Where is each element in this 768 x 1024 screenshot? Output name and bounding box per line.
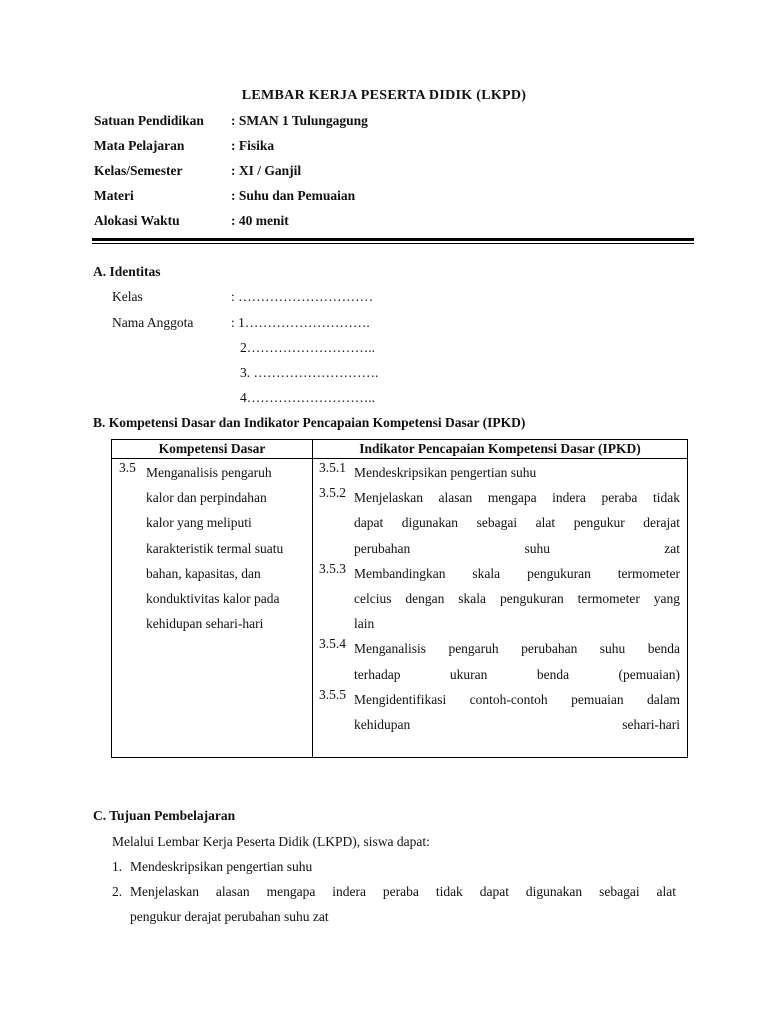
anggota-field-2[interactable]: 2……………………….. <box>240 340 375 355</box>
tujuan-line: Menjelaskan alasan mengapa indera peraba tidak dapat digunakan sebagai alat <box>130 884 676 899</box>
ipkd-line: celcius dengan skala pengukuran termometer yang <box>354 591 680 607</box>
ipkd-number: 3.5.1 <box>319 460 346 475</box>
meta-value-kelas-semester: : XI / Ganjil <box>231 163 302 178</box>
ipkd-number: 3.5.4 <box>319 636 346 652</box>
section-c-heading: C. Tujuan Pembelajaran <box>93 808 236 823</box>
meta-label-satuan-pendidikan: Satuan Pendidikan <box>94 113 204 128</box>
ipkd-line: terhadap ukuran benda (pemuaian) <box>354 666 680 682</box>
kd-line: Menganalisis pengaruh <box>146 465 272 480</box>
ipkd-line: Mendeskripsikan pengertian suhu <box>354 465 537 480</box>
tujuan-number-2: 2. <box>112 884 123 899</box>
kd-number: 3.5 <box>119 460 136 475</box>
tujuan-line: Mendeskripsikan pengertian suhu <box>130 859 313 874</box>
ipkd-line: Mengidentifikasi contoh-contoh pemuaian dalam <box>354 691 680 707</box>
meta-value-mata-pelajaran: : Fisika <box>231 138 275 153</box>
tujuan-intro: Melalui Lembar Kerja Peserta Didik (LKPD), siswa dapat: <box>112 834 430 849</box>
ipkd-number: 3.5.2 <box>319 485 346 501</box>
meta-label-mata-pelajaran: Mata Pelajaran <box>94 138 185 153</box>
kd-line: konduktivitas kalor pada <box>146 591 280 607</box>
column-header-kd: Kompetensi Dasar <box>112 440 313 459</box>
ipkd-number: 3.5.5 <box>319 686 346 702</box>
header-divider-thick <box>92 238 694 241</box>
ipkd-line: perubahan suhu zat <box>354 540 680 556</box>
section-b-heading: B. Kompetensi Dasar dan Indikator Pencapaian Kompetensi Dasar (IPKD) <box>93 415 526 430</box>
kelas-field[interactable]: : ………………………… <box>231 289 374 304</box>
kelas-label: Kelas <box>112 289 143 304</box>
ipkd-line: lain <box>354 616 375 632</box>
kd-line: karakteristik termal suatu <box>146 540 284 556</box>
kd-line: kalor dan perpindahan <box>146 490 267 506</box>
document-title: LEMBAR KERJA PESERTA DIDIK (LKPD) <box>241 88 527 103</box>
kd-cell <box>112 459 313 758</box>
section-a-heading: A. Identitas <box>93 264 161 279</box>
ipkd-item <box>313 561 687 637</box>
ipkd-item <box>313 687 687 737</box>
ipkd-line: Membandingkan skala pengukuran termometer <box>354 565 680 581</box>
kd-line: bahan, kapasitas, dan <box>146 565 261 581</box>
meta-label-alokasi-waktu: Alokasi Waktu <box>94 213 180 228</box>
meta-value-materi: : Suhu dan Pemuaian <box>231 188 356 203</box>
anggota-field-3[interactable]: 3. ………………………. <box>240 365 379 380</box>
meta-label-materi: Materi <box>94 188 134 203</box>
ipkd-item <box>313 636 687 686</box>
ipkd-number: 3.5.3 <box>319 560 346 576</box>
tujuan-number-1: 1. <box>112 859 123 874</box>
nama-anggota-label: Nama Anggota <box>112 315 194 330</box>
kd-line: kehidupan sehari-hari <box>146 616 264 632</box>
ipkd-line: Menjelaskan alasan mengapa indera peraba tidak <box>354 490 680 506</box>
tujuan-line: pengukur derajat perubahan suhu zat <box>130 909 329 924</box>
meta-value-alokasi-waktu: : 40 menit <box>231 213 289 228</box>
kd-line: kalor yang meliputi <box>146 515 252 531</box>
ipkd-item <box>313 460 687 485</box>
ipkd-cell <box>313 459 688 758</box>
anggota-field-1[interactable]: : 1………………………. <box>231 315 370 330</box>
ipkd-line: kehidupan sehari-hari <box>354 717 680 733</box>
ipkd-line: dapat digunakan sebagai alat pengukur derajat <box>354 515 680 531</box>
meta-value-satuan-pendidikan: : SMAN 1 Tulungagung <box>231 113 368 128</box>
column-header-ipkd: Indikator Pencapaian Kompetensi Dasar (IPKD) <box>313 440 688 459</box>
header-divider-thin <box>92 243 694 244</box>
anggota-field-4[interactable]: 4……………………….. <box>240 390 375 405</box>
kompetensi-table <box>111 439 688 758</box>
ipkd-line: Menganalisis pengaruh perubahan suhu benda <box>354 641 680 657</box>
meta-label-kelas-semester: Kelas/Semester <box>94 163 183 178</box>
ipkd-item <box>313 485 687 561</box>
